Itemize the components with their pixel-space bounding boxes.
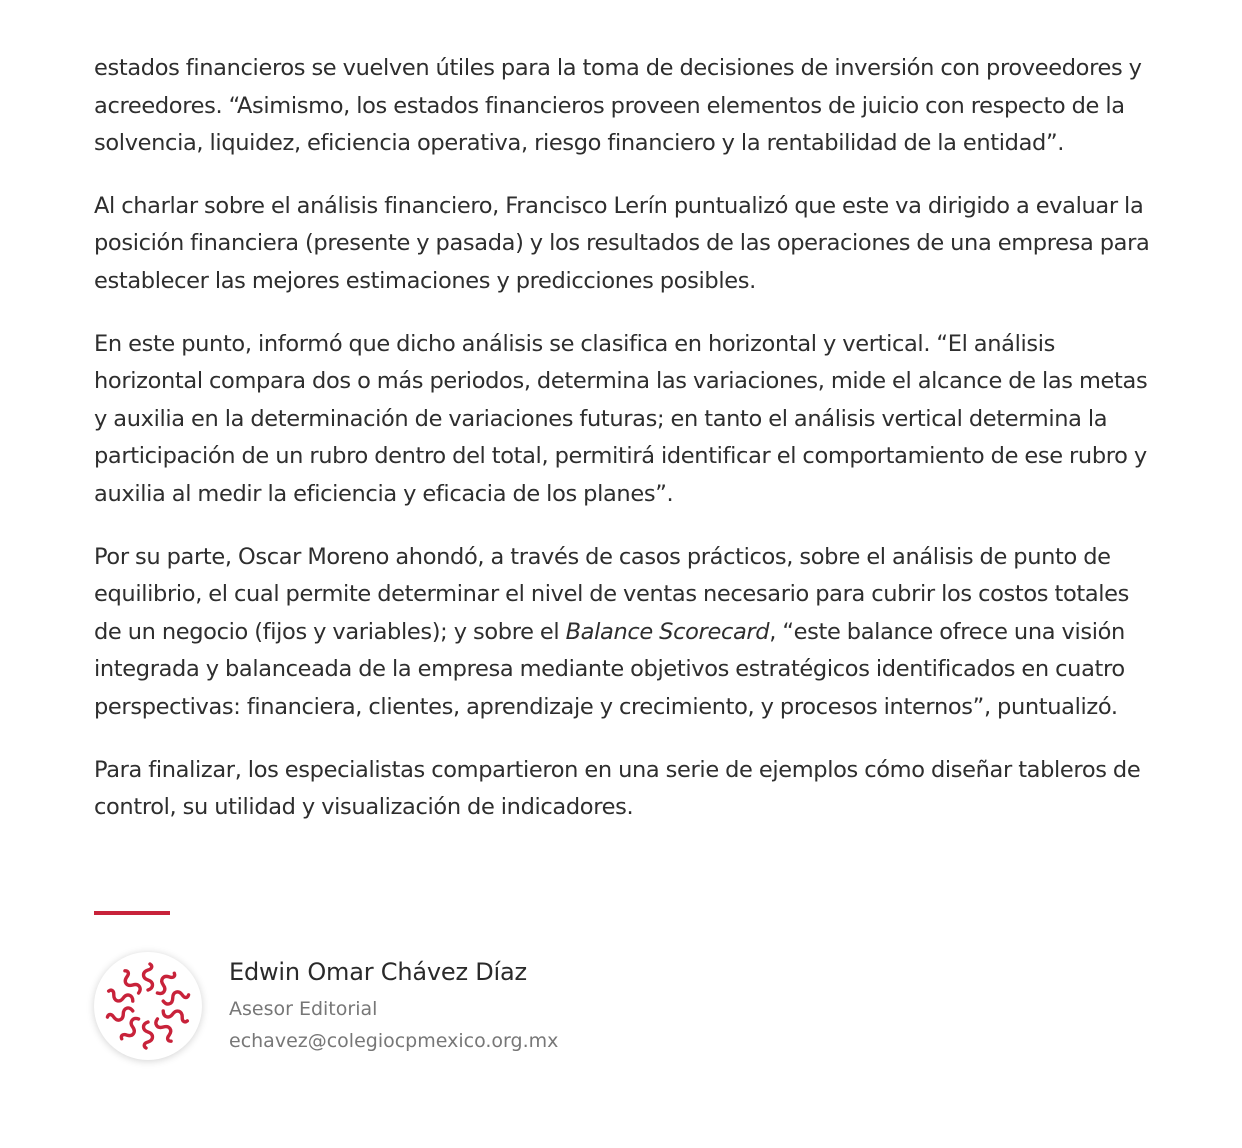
paragraph-4-text-end: , “este balance ofrece una visión integrada y balanceada de la empresa mediante objetivos estratégicos identificados en cuatro perspectivas: financiera, clientes, aprendizaje y crecimiento, y procesos internos”, puntualizó. — [94, 618, 1125, 720]
author-name: Edwin Omar Chávez Díaz — [229, 958, 527, 986]
paragraph-5: Para finalizar, los especialistas compartieron en una serie de ejemplos cómo diseñar tableros de control, su utilidad y visualización de indicadores. — [94, 756, 1141, 821]
paragraph-2: Al charlar sobre el análisis financiero, Francisco Lerín puntualizó que este va dirigido a evaluar la posición financiera (presente y pasada) y los resultados de las operaciones de una empresa para establecer las mejores estimaciones y predicciones posibles. — [94, 192, 1150, 294]
colegio-logo-icon — [94, 952, 202, 1060]
article-body — [94, 50, 1154, 852]
paragraph-1: estados financieros se vuelven útiles para la toma de decisiones de inversión con proveedores y acreedores. “Asimismo, los estados financieros proveen elementos de juicio con respecto de la solvencia, liquidez, eficiencia operativa, riesgo financiero y la rentabilidad de la entidad”. — [94, 55, 1142, 157]
paragraph-4-text-start: Por su parte, Oscar Moreno ahondó, a través de casos prácticos, sobre el análisis de punto de equilibrio, el cual permite determinar el nivel de ventas necesario para cubrir los costos totales de un negocio (fijos y variables); y sobre el — [94, 543, 1130, 645]
author-role: Asesor Editorial — [229, 998, 378, 1020]
paragraph-3: En este punto, informó que dicho análisis se clasifica en horizontal y vertical. “El análisis horizontal compara dos o más periodos, determina las variaciones, mide el alcance de las metas y auxilia en la determinación de variaciones futuras; en tanto el análisis vertical determina la participación de un rubro dentro del total, permitirá identificar el comportamiento de ese rubro y auxilia al medir la eficiencia y eficacia de los planes”. — [94, 330, 1148, 507]
balance-scorecard-emphasis: Balance Scorecard — [565, 618, 770, 645]
author-info — [229, 956, 558, 1054]
paragraph-4 — [94, 539, 1154, 727]
author-card — [94, 952, 794, 1072]
author-email[interactable]: echavez@colegiocpmexico.org.mx — [229, 1030, 559, 1052]
avatar — [94, 952, 202, 1060]
author-divider — [94, 911, 170, 915]
